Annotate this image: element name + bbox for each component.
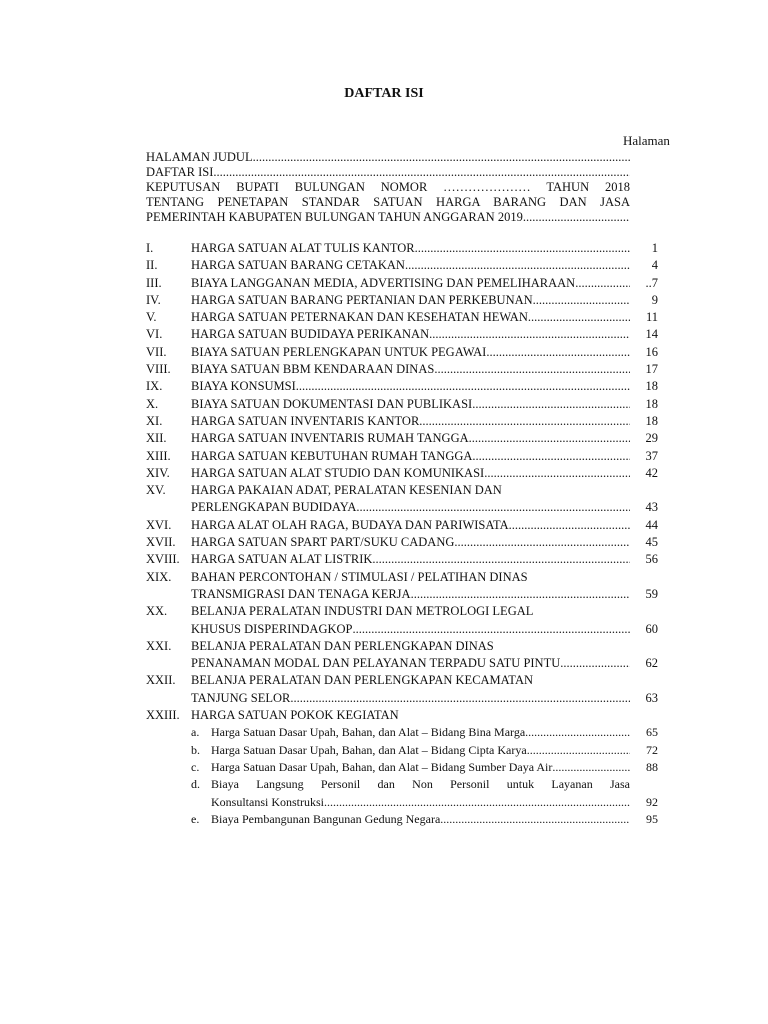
prelim-halaman-judul xyxy=(146,150,630,165)
toc-entry xyxy=(146,569,658,586)
leader-dots xyxy=(472,396,630,413)
toc-subentry-text xyxy=(211,724,634,741)
toc-entry-title: HARGA SATUAN PETERNAKAN DAN KESEHATAN HEWAN xyxy=(191,310,528,325)
toc-entry-number: XI. xyxy=(146,413,163,428)
prelim-keputusan-line1 xyxy=(146,180,630,195)
toc-entry-text xyxy=(191,621,634,638)
toc-entry-text xyxy=(191,309,634,326)
toc-subentry-letter: e. xyxy=(191,811,200,826)
toc-entry-page: 56 xyxy=(645,552,658,567)
toc-entry-title: BELANJA PERALATAN INDUSTRI DAN METROLOGI LEGAL xyxy=(191,604,534,619)
leader-dots xyxy=(405,257,630,274)
toc-entry-text xyxy=(191,517,634,534)
toc-entry-title: PERLENGKAPAN BUDIDAYA xyxy=(191,500,357,515)
toc-entry xyxy=(146,413,658,430)
toc-subentry xyxy=(146,742,658,759)
toc-entry xyxy=(146,344,658,361)
toc-entry-title: HARGA SATUAN POKOK KEGIATAN xyxy=(191,708,399,723)
toc-entry-page: 43 xyxy=(645,500,658,515)
toc-entry-page xyxy=(634,569,658,586)
toc-subentry-text xyxy=(211,759,634,776)
toc-entry xyxy=(146,326,658,343)
toc-entry-text xyxy=(191,499,634,516)
toc-entry-text xyxy=(191,569,634,586)
toc-subentry-title: Konsultansi Konstruksi xyxy=(211,794,325,809)
toc-entry-page: 9 xyxy=(651,292,658,307)
toc-entry-title: KHUSUS DISPERINDAGKOP xyxy=(191,621,353,636)
toc-entry-page xyxy=(634,672,658,689)
toc-entry-page: 4 xyxy=(651,258,658,273)
toc-subentry-text xyxy=(211,794,634,811)
leader-dots xyxy=(560,655,630,672)
toc-entry-title: HARGA PAKAIAN ADAT, PERALATAN KESENIAN DAN xyxy=(191,483,502,498)
toc-subentry-title: Biaya Langsung Personil dan Non Personil untuk Layanan Jasa xyxy=(211,777,630,792)
toc-entry-text xyxy=(191,292,634,309)
toc-subentry-letter xyxy=(191,794,211,811)
toc-subentry xyxy=(146,776,658,793)
toc-entry xyxy=(146,482,658,499)
toc-entry-title: PENANAMAN MODAL DAN PELAYANAN TERPADU SATU PINTU xyxy=(191,656,561,671)
leader-dots xyxy=(356,499,630,516)
toc-entry xyxy=(146,672,658,689)
toc-entry-text xyxy=(191,396,634,413)
toc-entry-text xyxy=(191,690,634,707)
toc-entry-text xyxy=(191,257,634,274)
toc-entry-text xyxy=(191,655,634,672)
toc-entry xyxy=(146,499,658,516)
leader-dots xyxy=(486,344,630,361)
leader-dots xyxy=(454,534,630,551)
table-of-contents xyxy=(146,240,658,828)
toc-entry-title: TANJUNG SELOR xyxy=(191,690,291,705)
toc-entry xyxy=(146,257,658,274)
toc-entry-number: XIV. xyxy=(146,465,170,480)
leader-dots xyxy=(469,430,630,447)
leader-dots xyxy=(528,309,630,326)
prelim-keputusan-line2 xyxy=(146,195,630,210)
toc-entry xyxy=(146,655,658,672)
toc-entry-text xyxy=(191,361,634,378)
toc-entry-page: 60 xyxy=(645,621,658,636)
toc-entry-title: BIAYA KONSUMSI xyxy=(191,379,296,394)
prelim-section xyxy=(146,150,630,225)
toc-subentry-text xyxy=(211,811,634,828)
toc-entry-title: HARGA SATUAN KEBUTUHAN RUMAH TANGGA xyxy=(191,448,473,463)
toc-entry xyxy=(146,378,658,395)
toc-entry-number: XIX. xyxy=(146,569,172,584)
toc-entry-page xyxy=(634,638,658,655)
leader-dots xyxy=(484,465,630,482)
leader-dots xyxy=(419,413,630,430)
toc-entry-page: 16 xyxy=(645,344,658,359)
toc-entry-title: BIAYA SATUAN DOKUMENTASI DAN PUBLIKASI xyxy=(191,396,473,411)
toc-entry-text xyxy=(191,344,634,361)
toc-entry-title: HARGA ALAT OLAH RAGA, BUDAYA DAN PARIWISATA xyxy=(191,517,509,532)
toc-subentry-letter: d. xyxy=(191,777,200,792)
toc-entry-page: ..7 xyxy=(645,275,658,290)
toc-entry-page: 17 xyxy=(645,362,658,377)
toc-entry-text xyxy=(191,551,634,568)
toc-entry-page: 18 xyxy=(645,413,658,428)
toc-entry-number: III. xyxy=(146,275,162,290)
toc-entry-text xyxy=(191,465,634,482)
toc-entry xyxy=(146,586,658,603)
toc-entry-text xyxy=(191,638,634,655)
toc-subentry-letter: c. xyxy=(191,759,200,774)
leader-dots xyxy=(472,448,630,465)
toc-entry-number: VIII. xyxy=(146,362,171,377)
toc-entry-page xyxy=(634,707,658,724)
toc-entry-title: BAHAN PERCONTOHAN / STIMULASI / PELATIHAN DINAS xyxy=(191,569,528,584)
toc-entry xyxy=(146,551,658,568)
toc-entry-text xyxy=(191,482,634,499)
toc-entry xyxy=(146,638,658,655)
toc-entry-number: I. xyxy=(146,241,154,255)
toc-entry-number: IX. xyxy=(146,379,163,394)
toc-entry-title: HARGA SATUAN BARANG CETAKAN xyxy=(191,258,405,273)
prelim-keputusan-text-2: TENTANG PENETAPAN STANDAR SATUAN HARGA BARANG DAN JASA xyxy=(146,195,630,209)
toc-entry-number: IV. xyxy=(146,292,161,307)
leader-dots xyxy=(527,742,630,759)
toc-entry-number: XV. xyxy=(146,483,166,498)
toc-subentry-text xyxy=(211,742,634,759)
toc-entry xyxy=(146,396,658,413)
toc-entry xyxy=(146,707,658,724)
leader-dots xyxy=(372,551,630,568)
toc-entry-number: VII. xyxy=(146,344,167,359)
toc-subentry-title: Harga Satuan Dasar Upah, Bahan, dan Alat – Bidang Bina Marga xyxy=(211,725,526,740)
leader-dots xyxy=(411,586,630,603)
toc-entry-number: XIII. xyxy=(146,448,171,463)
toc-subentry-page: 65 xyxy=(646,725,658,740)
toc-entry-number: XXIII. xyxy=(146,708,180,723)
toc-entry-number: XVI. xyxy=(146,517,172,532)
toc-entry xyxy=(146,292,658,309)
toc-entry xyxy=(146,361,658,378)
leader-dots xyxy=(352,621,630,638)
toc-subentry-page: 92 xyxy=(646,794,658,809)
toc-entry xyxy=(146,534,658,551)
toc-entry xyxy=(146,309,658,326)
toc-entry-number: VI. xyxy=(146,327,163,342)
toc-entry-number: XVII. xyxy=(146,535,176,550)
toc-entry-title: BIAYA SATUAN PERLENGKAPAN UNTUK PEGAWAI xyxy=(191,344,487,359)
prelim-keputusan-text-1: KEPUTUSAN BUPATI BULUNGAN NOMOR ………………… TAHUN 2018 xyxy=(146,180,630,194)
toc-entry-text xyxy=(191,430,634,447)
toc-entry xyxy=(146,240,658,257)
toc-entry-text xyxy=(191,413,634,430)
toc-entry-number: V. xyxy=(146,310,157,325)
toc-entry xyxy=(146,448,658,465)
toc-entry-number: X. xyxy=(146,396,159,411)
toc-subentry-page: 88 xyxy=(646,759,658,774)
toc-entry-page: 29 xyxy=(645,431,658,446)
leader-dots xyxy=(415,240,630,257)
toc-entry-title: BIAYA LANGGANAN MEDIA, ADVERTISING DAN PEMELIHARAAN xyxy=(191,275,576,290)
toc-entry-number xyxy=(146,586,191,603)
toc-entry-title: HARGA SATUAN BUDIDAYA PERIKANAN xyxy=(191,327,430,342)
prelim-daftar-isi-label: DAFTAR ISI xyxy=(146,165,214,179)
toc-entry-text xyxy=(191,448,634,465)
toc-subentry xyxy=(146,794,658,811)
toc-entry-text xyxy=(191,586,634,603)
leader-dots xyxy=(429,326,630,343)
toc-entry-number: XXII. xyxy=(146,673,176,688)
toc-entry-title: HARGA SATUAN ALAT TULIS KANTOR xyxy=(191,241,415,255)
toc-entry-text xyxy=(191,603,634,620)
toc-subentry-letter: a. xyxy=(191,725,200,740)
prelim-daftar-isi xyxy=(146,165,630,180)
toc-entry xyxy=(146,690,658,707)
toc-entry-title: TRANSMIGRASI DAN TENAGA KERJA xyxy=(191,586,411,601)
toc-entry-text xyxy=(191,707,634,724)
leader-dots xyxy=(440,811,630,828)
toc-entry-page: 37 xyxy=(645,448,658,463)
leader-dots xyxy=(296,378,630,395)
toc-entry-page: 45 xyxy=(645,535,658,550)
toc-entry-text xyxy=(191,275,634,292)
toc-entry-title: BELANJA PERALATAN DAN PERLENGKAPAN KECAMATAN xyxy=(191,673,533,688)
toc-entry-title: HARGA SATUAN INVENTARIS KANTOR xyxy=(191,413,420,428)
toc-entry-text xyxy=(191,534,634,551)
toc-entry xyxy=(146,275,658,292)
leader-dots xyxy=(434,361,630,378)
toc-entry-text xyxy=(191,326,634,343)
toc-entry-number: XX. xyxy=(146,604,168,619)
toc-entry-title: BELANJA PERALATAN DAN PERLENGKAPAN DINAS xyxy=(191,638,494,653)
leader-dots xyxy=(290,690,630,707)
toc-entry-title: HARGA SATUAN ALAT STUDIO DAN KOMUNIKASI xyxy=(191,465,485,480)
leader-dots xyxy=(253,150,630,165)
toc-entry-page: 63 xyxy=(645,690,658,705)
toc-subentry-title: Harga Satuan Dasar Upah, Bahan, dan Alat – Bidang Cipta Karya xyxy=(211,742,527,757)
leader-dots xyxy=(575,275,630,292)
leader-dots xyxy=(552,759,630,776)
toc-subentry-page: 95 xyxy=(646,811,658,826)
leader-dots xyxy=(525,724,630,741)
toc-entry-page xyxy=(634,603,658,620)
toc-entry-page: 18 xyxy=(645,396,658,411)
toc-entry-number xyxy=(146,621,191,638)
toc-subentry xyxy=(146,724,658,741)
toc-entry-number xyxy=(146,690,191,707)
toc-entry-number: XII. xyxy=(146,431,167,446)
toc-entry-page: 62 xyxy=(645,656,658,671)
toc-entry-title: HARGA SATUAN INVENTARIS RUMAH TANGGA xyxy=(191,431,469,446)
toc-entry xyxy=(146,603,658,620)
prelim-keputusan-text-3: PEMERINTAH KABUPATEN BULUNGAN TAHUN ANGGARAN 2019 xyxy=(146,210,523,224)
toc-entry-page: 18 xyxy=(645,379,658,394)
toc-subentry-title: Harga Satuan Dasar Upah, Bahan, dan Alat – Bidang Sumber Daya Air xyxy=(211,759,553,774)
leader-dots xyxy=(523,210,630,225)
toc-subentry-letter: b. xyxy=(191,742,200,757)
toc-subentry xyxy=(146,811,658,828)
toc-entry xyxy=(146,465,658,482)
toc-entry-page: 1 xyxy=(651,241,658,255)
leader-dots xyxy=(509,517,630,534)
toc-entry-number: XXI. xyxy=(146,638,172,653)
toc-subentry-page: 72 xyxy=(646,742,658,757)
toc-entry-page: 59 xyxy=(645,586,658,601)
toc-entry-page: 11 xyxy=(645,310,658,325)
toc-entry-number: II. xyxy=(146,258,158,273)
toc-entry xyxy=(146,621,658,638)
toc-entry-title: HARGA SATUAN BARANG PERTANIAN DAN PERKEBUNAN xyxy=(191,292,533,307)
toc-entry-title: HARGA SATUAN SPART PART/SUKU CADANG xyxy=(191,535,455,550)
halaman-column-label: Halaman xyxy=(623,133,670,148)
leader-dots xyxy=(213,165,630,180)
toc-entry-number xyxy=(146,655,191,672)
toc-entry xyxy=(146,517,658,534)
toc-entry-number: XVIII. xyxy=(146,552,180,567)
toc-entry xyxy=(146,430,658,447)
prelim-halaman-judul-label: HALAMAN JUDUL xyxy=(146,150,253,164)
toc-entry-page: 42 xyxy=(645,465,658,480)
toc-subentry xyxy=(146,759,658,776)
leader-dots xyxy=(324,794,630,811)
toc-entry-page: 14 xyxy=(645,327,658,342)
toc-entry-title: HARGA SATUAN ALAT LISTRIK xyxy=(191,552,373,567)
toc-entry-text xyxy=(191,240,634,257)
toc-entry-page xyxy=(634,482,658,499)
toc-entry-page: 44 xyxy=(645,517,658,532)
toc-entry-title: BIAYA SATUAN BBM KENDARAAN DINAS xyxy=(191,362,435,377)
leader-dots xyxy=(533,292,630,309)
toc-entry-text xyxy=(191,378,634,395)
toc-entry-text xyxy=(191,672,634,689)
toc-entry-number xyxy=(146,499,191,516)
page-title: DAFTAR ISI xyxy=(344,86,424,101)
prelim-keputusan-line3 xyxy=(146,210,630,225)
toc-subentry-title: Biaya Pembangunan Bangunan Gedung Negara xyxy=(211,811,441,826)
